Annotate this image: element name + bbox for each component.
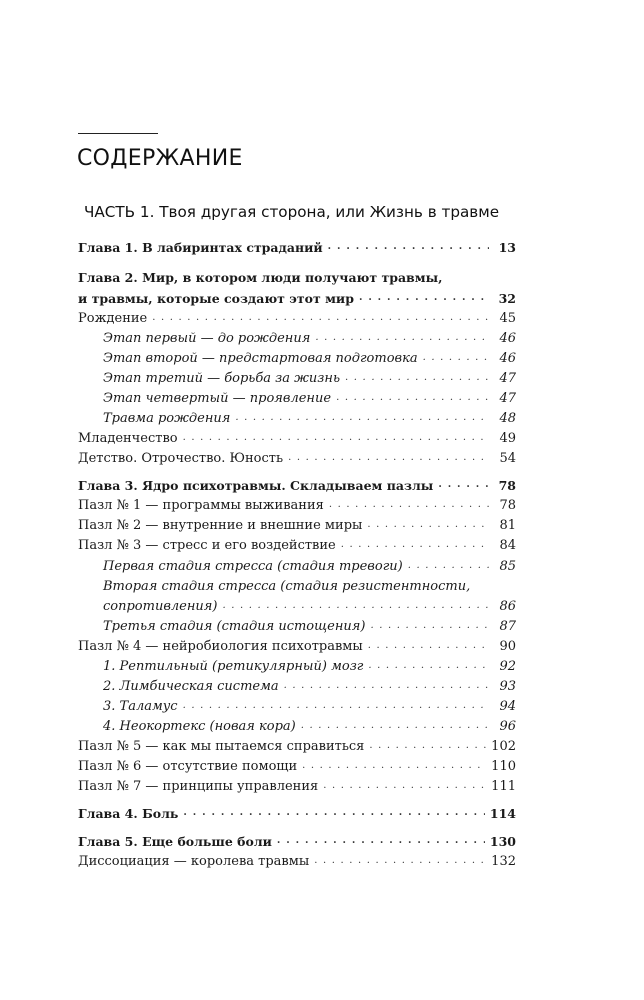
dot-leader: [152, 313, 489, 323]
toc-entry-page: 130: [489, 834, 516, 849]
toc-entry-title: Глава 2. Мир, в котором люди получают травмы,: [78, 270, 443, 285]
dot-leader: [370, 621, 489, 631]
part-title: ЧАСТЬ 1. Твоя другая сторона, или Жизнь в травме: [84, 203, 500, 221]
toc-entry-title: Глава 4. Боль: [78, 806, 179, 821]
toc-entry: [78, 307, 516, 327]
toc-entry-title: Вторая стадия стресса (стадия резистентности,: [103, 579, 471, 594]
toc-entry-page: 87: [499, 619, 516, 634]
toc-entry-title: Этап третий — борьба за жизнь: [103, 371, 341, 386]
toc-entry: [78, 675, 516, 695]
dot-leader: [183, 701, 489, 711]
toc-entry-title: Пазл № 5 — как мы пытаемся справиться: [78, 739, 365, 754]
dot-leader: [183, 433, 489, 443]
toc-entry-page: 78: [499, 498, 516, 513]
dot-leader: [345, 373, 489, 383]
toc-entry-page: 85: [499, 559, 516, 574]
toc-entry-title: Глава 1. В лабиринтах страданий: [78, 240, 323, 255]
toc-entry: [78, 802, 516, 822]
toc-entry: [78, 755, 516, 775]
toc-entry-title: сопротивления): [103, 599, 218, 614]
toc-entry-title: Пазл № 2 — внутренние и внешние миры: [78, 518, 363, 533]
toc-entry-page: 102: [491, 739, 516, 754]
toc-entry: [78, 287, 516, 307]
toc-entry-page: 93: [499, 679, 516, 694]
toc-entry-page: 94: [499, 699, 516, 714]
toc-entry: [78, 367, 516, 387]
toc-entry-page: 110: [491, 759, 516, 774]
toc-entry: [78, 715, 516, 735]
dot-leader: [438, 480, 489, 490]
toc-entry-page: 46: [499, 351, 516, 366]
toc-entry-page: 46: [499, 331, 516, 346]
toc-entry: [78, 655, 516, 675]
toc-entry-page: 132: [491, 854, 516, 869]
toc-entry: [78, 695, 516, 715]
dot-leader: [369, 741, 486, 751]
toc-entry: [78, 555, 516, 575]
toc-entry-page: 49: [499, 431, 516, 446]
dot-leader: [302, 761, 486, 771]
page-title: СОДЕРЖАНИЕ: [77, 146, 243, 171]
toc-entry: [78, 474, 516, 494]
toc-entry: [78, 347, 516, 367]
toc-entry-page: 90: [499, 639, 516, 654]
toc-entry-page: 111: [491, 779, 516, 794]
toc-entry-page: 47: [499, 391, 516, 406]
dot-leader: [329, 500, 489, 510]
toc-entry-title: 4. Неокортекс (новая кора): [103, 719, 296, 734]
toc-entry: [78, 850, 516, 870]
toc-entry: [78, 407, 516, 427]
toc-entry-title: и травмы, которые создают этот мир: [78, 291, 354, 306]
dot-leader: [314, 856, 486, 866]
toc-entry-title: Этап второй — предстартовая подготовка: [103, 351, 418, 366]
toc-entry-title: Этап четвертый — проявление: [103, 391, 332, 406]
dot-leader: [284, 681, 489, 691]
toc-entry-page: 86: [499, 599, 516, 614]
dot-leader: [328, 242, 489, 252]
toc-entry-page: 92: [499, 659, 516, 674]
toc-entry-page: 32: [498, 291, 516, 306]
toc-entry: [78, 387, 516, 407]
toc-entry: [78, 615, 516, 635]
dot-leader: [367, 520, 489, 530]
toc-entry-title: Рождение: [78, 311, 148, 326]
toc-entry: [78, 236, 516, 256]
dot-leader: [288, 453, 489, 463]
toc-entry-title: Глава 3. Ядро психотравмы. Складываем пазлы: [78, 478, 434, 493]
toc-entry-title: Пазл № 1 — программы выживания: [78, 498, 324, 513]
dot-leader: [183, 808, 485, 818]
toc-entry-title: Этап первый — до рождения: [103, 331, 311, 346]
dot-leader: [341, 540, 489, 550]
toc-entry: [78, 635, 516, 655]
dot-leader: [235, 413, 489, 423]
toc-entry: [78, 830, 516, 850]
toc-entry-title: Детство. Отрочество. Юность: [78, 451, 284, 466]
dot-leader: [368, 661, 489, 671]
toc-entry-title: 3. Таламус: [103, 699, 178, 714]
toc-entry-page: 48: [499, 411, 516, 426]
toc-entry-page: 96: [499, 719, 516, 734]
toc-entry: [78, 447, 516, 467]
toc-entry: [78, 575, 516, 595]
toc-entry: [78, 327, 516, 347]
toc-entry-page: 114: [489, 806, 516, 821]
dot-leader: [336, 393, 489, 403]
toc-entry: [78, 534, 516, 554]
toc-entry-title: Пазл № 3 — стресс и его воздействие: [78, 538, 336, 553]
toc-entry: [78, 494, 516, 514]
toc-entry: [78, 595, 516, 615]
toc-entry-page: 45: [499, 311, 516, 326]
toc-entry-title: Глава 5. Еще больше боли: [78, 834, 272, 849]
toc-entry: [78, 266, 516, 286]
toc-entry-title: Пазл № 6 — отсутствие помощи: [78, 759, 298, 774]
toc-entry-title: Диссоциация — королева травмы: [78, 854, 310, 869]
toc-entry-page: 84: [499, 538, 516, 553]
toc-entry-title: 1. Рептильный (ретикулярный) мозг: [103, 659, 364, 674]
dot-leader: [277, 836, 485, 846]
toc-entry: [78, 514, 516, 534]
heading-rule: [78, 133, 158, 134]
toc-entry-page: 13: [498, 240, 516, 255]
dot-leader: [359, 293, 489, 303]
toc-entry-title: Третья стадия (стадия истощения): [103, 619, 366, 634]
dot-leader: [423, 353, 489, 363]
toc-entry: [78, 735, 516, 755]
toc-entry-page: 81: [499, 518, 516, 533]
toc-entry-title: Пазл № 7 — принципы управления: [78, 779, 319, 794]
toc-entry-page: 78: [498, 478, 516, 493]
toc-entry-page: 47: [499, 371, 516, 386]
toc-entry-title: Первая стадия стресса (стадия тревоги): [103, 559, 403, 574]
dot-leader: [323, 781, 486, 791]
toc-entry-title: Младенчество: [78, 431, 178, 446]
toc-entry-page: 54: [499, 451, 516, 466]
dot-leader: [408, 561, 489, 571]
toc-entry-title: 2. Лимбическая система: [103, 679, 279, 694]
dot-leader: [222, 601, 489, 611]
dot-leader: [368, 641, 489, 651]
dot-leader: [301, 721, 489, 731]
toc-entry-title: Травма рождения: [103, 411, 231, 426]
toc-entry-title: Пазл № 4 — нейробиология психотравмы: [78, 639, 363, 654]
toc-entry: [78, 775, 516, 795]
dot-leader: [315, 333, 489, 343]
toc-entry: [78, 427, 516, 447]
